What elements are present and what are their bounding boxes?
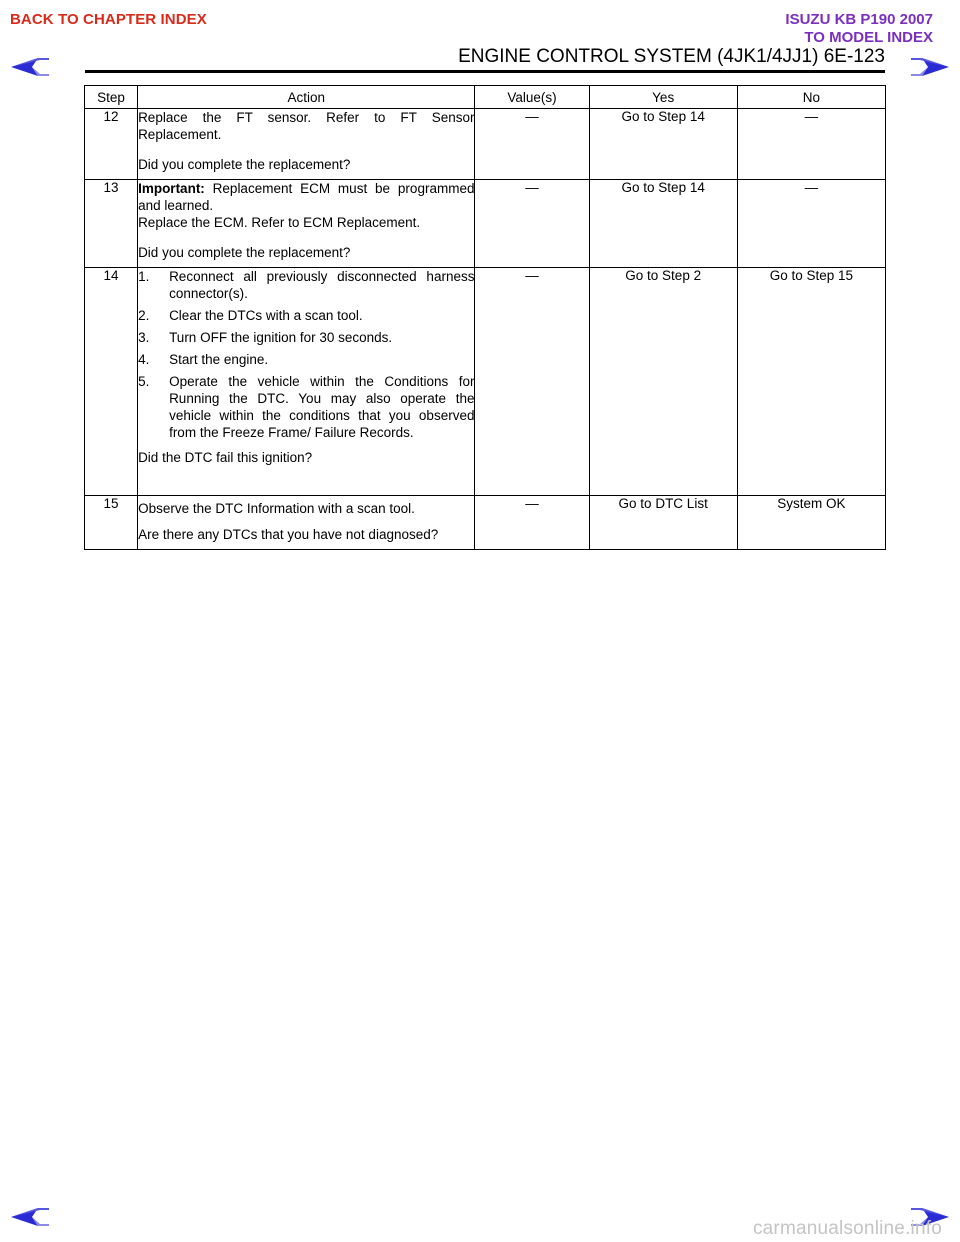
previous-page-arrow-bottom-icon[interactable]: [10, 1207, 50, 1227]
action-cell: [138, 109, 475, 180]
no-result: Go to Step 15: [737, 268, 885, 496]
step-number: 13: [85, 180, 138, 268]
action-cell: [138, 268, 475, 496]
list-item-number: 5.: [138, 374, 150, 389]
list-item: [138, 268, 474, 302]
action-text: Replace the FT sensor. Refer to FT Sensor Replacement.: [138, 110, 475, 142]
header-values: Value(s): [475, 86, 589, 109]
header-divider: [85, 70, 885, 73]
procedure-list: [138, 268, 474, 441]
action-cell: [138, 180, 475, 268]
action-question: Did you complete the replacement?: [138, 245, 351, 260]
list-item-text: Start the engine.: [169, 352, 269, 367]
list-item-text: Reconnect all previously disconnected harness connector(s).: [169, 269, 475, 301]
list-item: [138, 307, 474, 324]
action-question: Did the DTC fail this ignition?: [138, 450, 313, 465]
value-cell: —: [475, 496, 589, 550]
important-note: [138, 180, 474, 214]
action-text: Observe the DTC Information with a scan tool.: [138, 501, 415, 516]
list-item-number: 4.: [138, 352, 150, 367]
yes-result: Go to Step 2: [589, 268, 737, 496]
table-row: [85, 109, 886, 180]
model-title-link[interactable]: ISUZU KB P190 2007: [785, 11, 933, 28]
yes-result: Go to Step 14: [589, 109, 737, 180]
action-question: Did you complete the replacement?: [138, 157, 351, 172]
list-item: [138, 373, 474, 441]
table-row: [85, 268, 886, 496]
header-action: Action: [138, 86, 475, 109]
header-yes: Yes: [589, 86, 737, 109]
important-label: Important:: [138, 181, 205, 196]
yes-result: Go to DTC List: [589, 496, 737, 550]
value-cell: —: [475, 180, 589, 268]
step-number: 14: [85, 268, 138, 496]
model-index-link[interactable]: TO MODEL INDEX: [804, 29, 933, 46]
action-question: Are there any DTCs that you have not diagnosed?: [138, 527, 439, 542]
back-to-chapter-index-link[interactable]: BACK TO CHAPTER INDEX: [10, 11, 207, 28]
value-cell: —: [475, 109, 589, 180]
watermark: carmanualsonline.info: [752, 1218, 942, 1239]
action-cell: [138, 496, 475, 550]
list-item: [138, 329, 474, 346]
step-number: 12: [85, 109, 138, 180]
table-row: [85, 496, 886, 550]
step-number: 15: [85, 496, 138, 550]
page-header-title: ENGINE CONTROL SYSTEM (4JK1/4JJ1) 6E-123: [458, 46, 885, 67]
action-text: Replace the ECM. Refer to ECM Replacement.: [138, 215, 421, 230]
diagnostic-procedure-table: [84, 85, 886, 550]
table-header-row: [85, 86, 886, 109]
list-item-text: Operate the vehicle within the Conditions for Running the DTC. You may also operate the vehicle within the conditions that you observed from the Freeze Frame/ Failure Records.: [169, 374, 475, 440]
list-item: [138, 351, 474, 368]
list-item-text: Turn OFF the ignition for 30 seconds.: [169, 330, 393, 345]
yes-result: Go to Step 14: [589, 180, 737, 268]
header-no: No: [737, 86, 885, 109]
list-item-text: Clear the DTCs with a scan tool.: [169, 308, 363, 323]
list-item-number: 2.: [138, 308, 150, 323]
value-cell: —: [475, 268, 589, 496]
header-step: Step: [85, 86, 138, 109]
list-item-number: 1.: [138, 269, 150, 284]
no-result: System OK: [737, 496, 885, 550]
next-page-arrow-icon[interactable]: [910, 57, 950, 77]
no-result: —: [737, 180, 885, 268]
important-text: Replacement ECM must be programmed and learned.: [138, 181, 475, 213]
table-row: [85, 180, 886, 268]
previous-page-arrow-icon[interactable]: [10, 57, 50, 77]
list-item-number: 3.: [138, 330, 150, 345]
no-result: —: [737, 109, 885, 180]
